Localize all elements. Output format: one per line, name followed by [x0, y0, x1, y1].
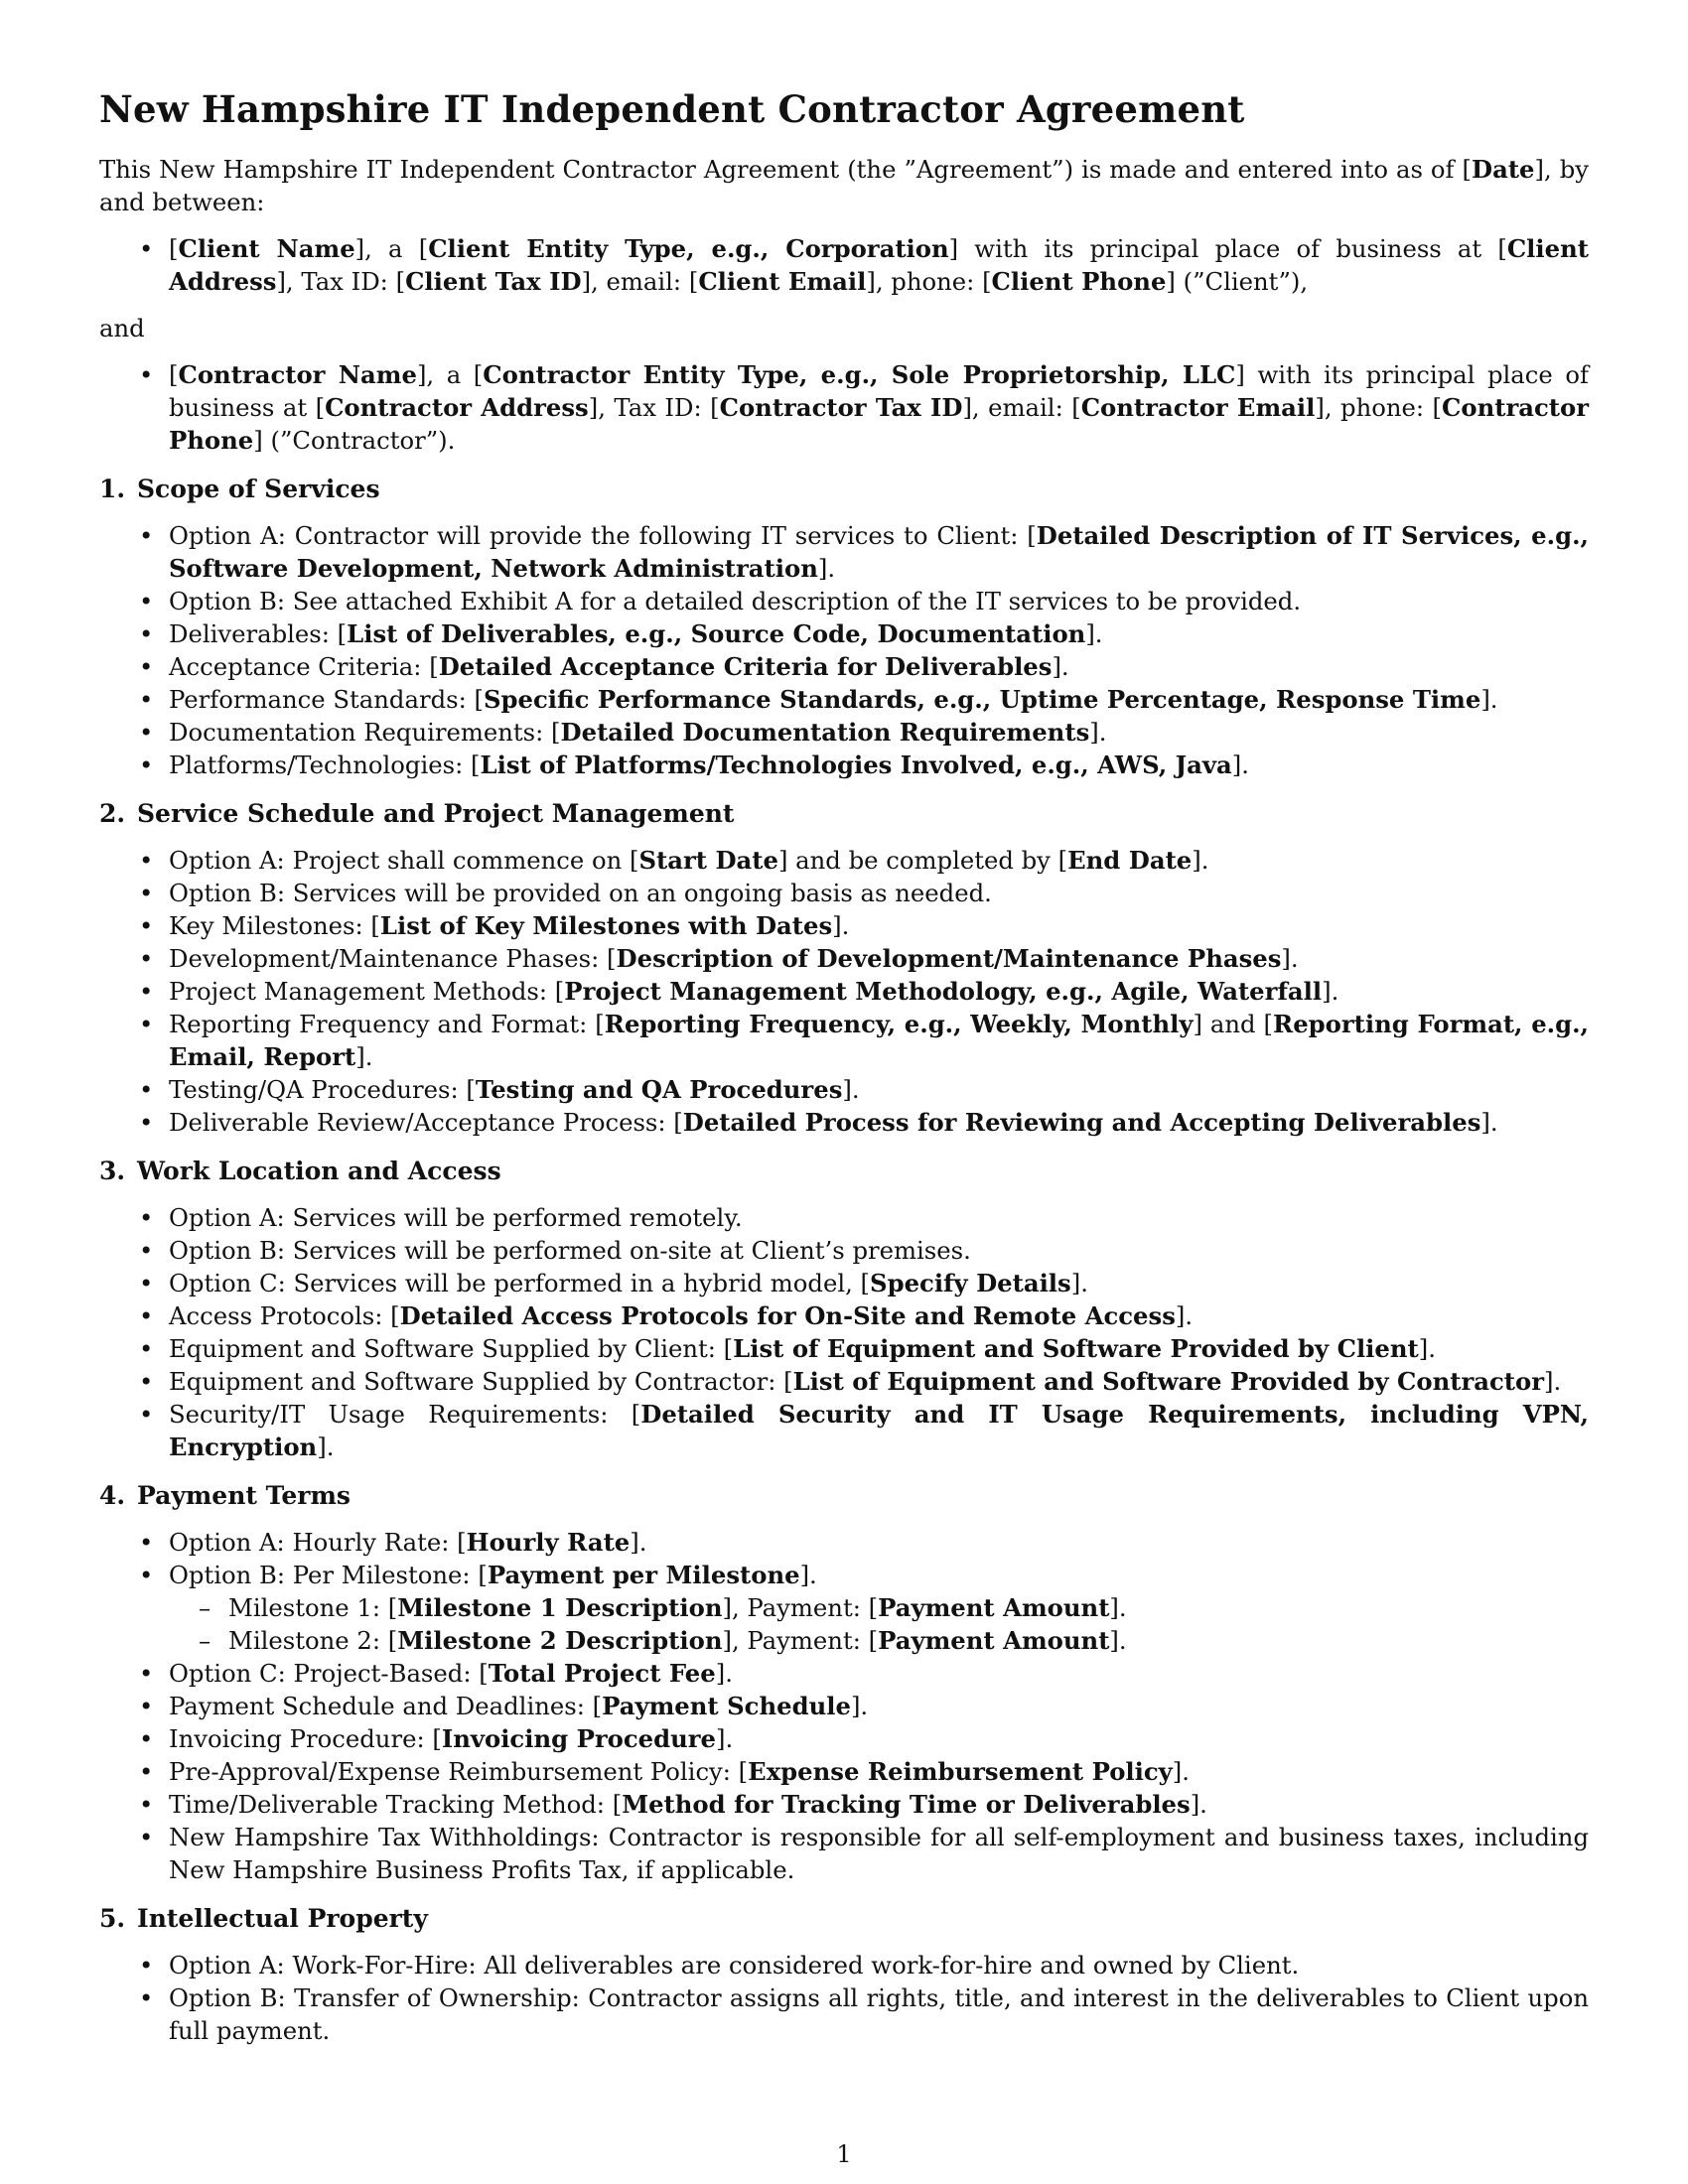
- client-party: • [Client Name], a [Client Entity Type, e.g., Corporation] with its principal place of business at [Client Address], Tax ID: [Client Tax ID], email: [Client Email], phone: [Client Phone] (”Client”),: [99, 232, 1589, 298]
- list-item: • Platforms/Technologies: [List of Platforms/Technologies Involved, e.g., AWS, Java].: [99, 749, 1589, 781]
- list-item: • Testing/QA Procedures: [Testing and QA Procedures].: [99, 1073, 1589, 1106]
- list-item: • Reporting Frequency and Format: [Reporting Frequency, e.g., Weekly, Monthly] and [Reporting Format, e.g., Email, Report].: [99, 1008, 1589, 1073]
- list-item: • Invoicing Procedure: [Invoicing Procedure].: [99, 1722, 1589, 1755]
- list-item: • Option C: Services will be performed in a hybrid model, [Specify Details].: [99, 1267, 1589, 1299]
- list-item: • Pre-Approval/Expense Reimbursement Policy: [Expense Reimbursement Policy].: [99, 1755, 1589, 1788]
- list-item: • Option B: Services will be provided on an ongoing basis as needed.: [99, 877, 1589, 909]
- and-text: and: [99, 314, 145, 342]
- list-item: • Option B: Services will be performed on-site at Client’s premises.: [99, 1234, 1589, 1267]
- list-item: • Equipment and Software Supplied by Client: [List of Equipment and Software Provided by Client].: [99, 1332, 1589, 1365]
- list-item: • Key Milestones: [List of Key Milestones with Dates].: [99, 909, 1589, 942]
- list-item: • Project Management Methods: [Project Management Methodology, e.g., Agile, Waterfall].: [99, 975, 1589, 1008]
- list-item: • Acceptance Criteria: [Detailed Acceptance Criteria for Deliverables].: [99, 650, 1589, 683]
- party-list-contractor: [99, 358, 1589, 457]
- list-item: • Option B: Per Milestone: [Payment per Milestone]. – Milestone 1: [Milestone 1 Description], Payment: [Payment Amount]. – Milestone 2: [Milestone 2 Description], Payment: [Payment Amount].: [99, 1559, 1589, 1657]
- list-item: • Option A: Services will be performed remotely.: [99, 1201, 1589, 1234]
- section-heading: 1. Scope of Services: [99, 475, 380, 503]
- section-list: [99, 519, 1589, 781]
- sub-list-item: – Milestone 2: [Milestone 2 Description], Payment: [Payment Amount].: [169, 1624, 1589, 1657]
- section-heading: 4. Payment Terms: [99, 1481, 351, 1510]
- list-item: • Development/Maintenance Phases: [Description of Development/Maintenance Phases].: [99, 942, 1589, 975]
- list-item: • Payment Schedule and Deadlines: [Payment Schedule].: [99, 1690, 1589, 1722]
- section-list: [99, 1949, 1589, 2047]
- section-heading: 2. Service Schedule and Project Management: [99, 799, 735, 828]
- intro-paragraph: This New Hampshire IT Independent Contractor Agreement (the ”Agreement”) is made and entered into as of [Date], by and between:: [99, 155, 1589, 216]
- document-page: [99, 87, 1589, 2047]
- date-placeholder: Date: [1472, 155, 1535, 184]
- list-item: • Deliverables: [List of Deliverables, e.g., Source Code, Documentation].: [99, 617, 1589, 650]
- document-title: New Hampshire IT Independent Contractor Agreement: [99, 87, 1245, 131]
- list-item: • Performance Standards: [Specific Performance Standards, e.g., Uptime Percentage, Response Time].: [99, 683, 1589, 716]
- page-number: 1: [836, 2140, 852, 2168]
- list-item: • New Hampshire Tax Withholdings: Contractor is responsible for all self-employment and business taxes, including New Hampshire Business Profits Tax, if applicable.: [99, 1821, 1589, 1886]
- list-item: • Option A: Project shall commence on [Start Date] and be completed by [End Date].: [99, 844, 1589, 877]
- list-item: • Option C: Project-Based: [Total Project Fee].: [99, 1657, 1589, 1690]
- list-item: • Deliverable Review/Acceptance Process: [Detailed Process for Reviewing and Accepting Deliverables].: [99, 1106, 1589, 1139]
- list-item: • Option A: Work-For-Hire: All deliverables are considered work-for-hire and owned by Client.: [99, 1949, 1589, 1981]
- section-heading: 3. Work Location and Access: [99, 1157, 501, 1185]
- contractor-party: • [Contractor Name], a [Contractor Entity Type, e.g., Sole Proprietorship, LLC] with its principal place of business at [Contractor Address], Tax ID: [Contractor Tax ID], email: [Contractor Email], phone: [Contractor Phone] (”Contractor”).: [99, 358, 1589, 457]
- section-heading: 5. Intellectual Property: [99, 1904, 428, 1933]
- party-list-client: [99, 232, 1589, 298]
- list-item: • Time/Deliverable Tracking Method: [Method for Tracking Time or Deliverables].: [99, 1788, 1589, 1821]
- sub-list: [169, 1591, 1589, 1657]
- list-item: • Documentation Requirements: [Detailed Documentation Requirements].: [99, 716, 1589, 749]
- list-item: • Access Protocols: [Detailed Access Protocols for On-Site and Remote Access].: [99, 1299, 1589, 1332]
- section-list: [99, 844, 1589, 1139]
- list-item: • Option A: Contractor will provide the following IT services to Client: [Detailed Description of IT Services, e.g., Software Development, Network Administration].: [99, 519, 1589, 585]
- list-item: • Equipment and Software Supplied by Contractor: [List of Equipment and Software Provided by Contractor].: [99, 1365, 1589, 1398]
- list-item: • Option B: See attached Exhibit A for a detailed description of the IT services to be provided.: [99, 585, 1589, 617]
- section-list: [99, 1526, 1589, 1886]
- list-item: • Option A: Hourly Rate: [Hourly Rate].: [99, 1526, 1589, 1559]
- sub-list-item: – Milestone 1: [Milestone 1 Description], Payment: [Payment Amount].: [169, 1591, 1589, 1624]
- list-item: • Option B: Transfer of Ownership: Contractor assigns all rights, title, and interest in the deliverables to Client upon full payment.: [99, 1981, 1589, 2047]
- list-item: • Security/IT Usage Requirements: [Detailed Security and IT Usage Requirements, including VPN, Encryption].: [99, 1398, 1589, 1463]
- section-list: [99, 1201, 1589, 1463]
- sections-container: [99, 473, 1589, 2047]
